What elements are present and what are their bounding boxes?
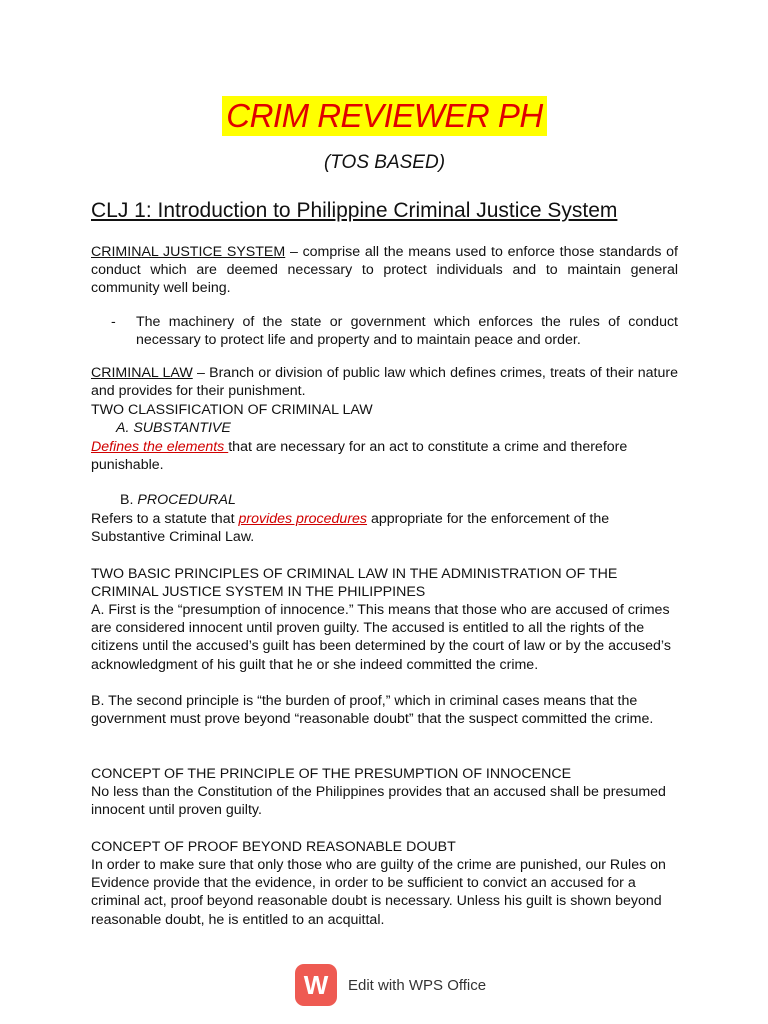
wps-edit-label[interactable]: Edit with WPS Office	[348, 976, 487, 994]
classification-heading: TWO CLASSIFICATION OF CRIMINAL LAW	[91, 402, 373, 418]
procedural-label-line	[120, 491, 520, 509]
cjs-bullet	[111, 313, 678, 349]
principle-b: B. The second principle is “the burden of proof,” which in criminal cases means that the government must prove beyond “reasonable doubt” that the suspect committed the crime.	[91, 693, 654, 728]
procedural-pre: Refers to a statute that	[91, 511, 239, 527]
cjs-bullet-text: The machinery of the state or government which enforces the rules of conduct necessary to protect life and property and to maintain peace and order.	[136, 314, 678, 349]
presumption-heading: CONCEPT OF THE PRINCIPLE OF THE PRESUMPTION OF INNOCENCE	[91, 766, 572, 782]
cjs-definition: – comprise all the means used to enforce those standards of conduct which are deemed necessary to protect individuals and to maintain general community well being.	[91, 244, 678, 297]
procedural-paragraph	[91, 510, 678, 546]
cjs-term: CRIMINAL JUSTICE SYSTEM	[91, 244, 286, 260]
document-subtitle: (TOS BASED)	[323, 152, 446, 173]
procedural-letter: B.	[120, 492, 138, 508]
proof-heading: CONCEPT OF PROOF BEYOND REASONABLE DOUBT	[91, 839, 456, 855]
substantive-paragraph	[91, 438, 678, 474]
section-heading: CLJ 1: Introduction to Philippine Criminal Justice System	[91, 199, 618, 222]
defines-elements-link[interactable]: Defines the elements	[91, 439, 229, 455]
bullet-dash: -	[111, 314, 116, 330]
criminal-law-term: CRIMINAL LAW	[91, 365, 193, 381]
substantive-label: A. SUBSTANTIVE	[116, 420, 231, 436]
principles-heading: TWO BASIC PRINCIPLES OF CRIMINAL LAW IN THE ADMINISTRATION OF THE CRIMINAL JUSTICE SYSTEM IN THE PHILIPPINES	[91, 566, 618, 601]
cjs-paragraph	[91, 243, 678, 298]
wps-edit-banner[interactable]	[295, 962, 486, 1008]
proof-text: In order to make sure that only those who are guilty of the crime are punished, our Rules on Evidence provide that the evidence, in order to be sufficient to convict an accused for a criminal act, proof beyond reasonable doubt is necessary. Unless his guilt is shown beyond reasonable doubt, he is entitled to an acquittal.	[91, 857, 666, 928]
wps-office-icon[interactable]: W	[295, 964, 337, 1006]
criminal-law-paragraph	[91, 364, 678, 400]
document-title: CRIM REVIEWER PH	[222, 96, 547, 136]
title-wrap	[91, 96, 678, 136]
criminal-law-definition: – Branch or division of public law which defines crimes, treats of their nature and provides for their punishment.	[91, 365, 678, 400]
procedural-label: PROCEDURAL	[137, 492, 236, 508]
principle-a: A. First is the “presumption of innocence.” This means that those who are accused of crimes are considered innocent until proven guilty. The accused is entitled to all the rights of the citizens until the accused’s guilt has been determined by the court of law or by the accused’s acknowledgment of his guilt that he or she indeed committed the crime.	[91, 602, 671, 673]
provides-procedures-link[interactable]: provides procedures	[238, 511, 368, 527]
presumption-text: No less than the Constitution of the Philippines provides that an accused shall be presumed innocent until proven guilty.	[91, 784, 666, 819]
substantive-text: that are necessary for an act to constitute a crime and therefore punishable.	[91, 439, 628, 474]
procedural-text: appropriate for the enforcement of the Substantive Criminal Law.	[91, 511, 610, 546]
